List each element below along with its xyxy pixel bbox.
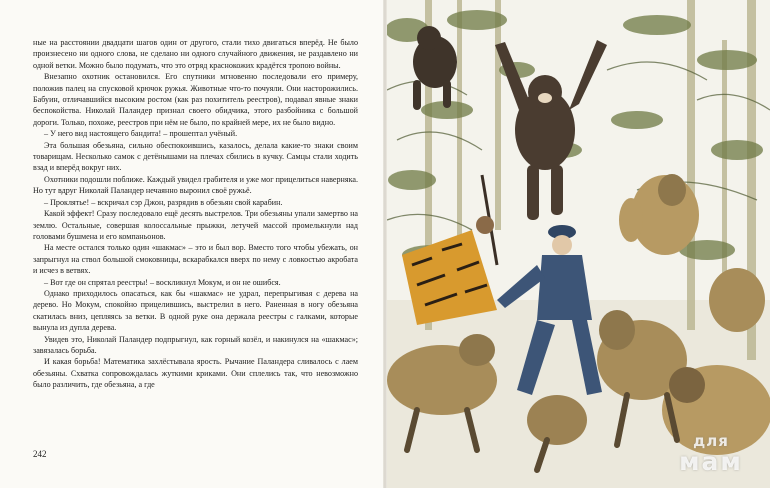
paragraph: И какая борьба! Математика захлёстывала ярость. Рычание Паландера сливалось с лаем обезьяны. Схватка сопровождалась жуткими криками. Они сплелись так, что невозможно было различить, где обезьяна, а где	[33, 357, 358, 390]
paragraph: На месте остался только один «шакмас» – это и был вор. Вместо того чтобы убежать, он запрыгнул на ствол большой смоковницы, вскарабкался вверх по нему с ловкостью акробата и исчез в ветвях.	[33, 243, 358, 276]
paragraph: Эта большая обезьяна, сильно обеспокоившись, казалось, делала какие-то знаки своим товарищам. Несколько самок с детёнышами на плечах сбились в кучку. Самцы стали ходить взад и вперёд вокруг них.	[33, 140, 358, 173]
paragraph: – Вот где он спрятал реестры! – воскликнул Мокум, и он не ошибся.	[44, 277, 281, 287]
paragraph: ные на расстоянии двадцати шагов один от другого, стали тихо двигаться вперёд. Не было произнесено ни одного слова, не сделано ни одного случайного движения, не раздавлено ни одной ветки. Можно было подумать, что это отряд краснокожих крадётся тропою войны.	[33, 38, 358, 70]
right-page	[387, 0, 770, 488]
paragraph: Какой эффект! Сразу последовало ещё десять выстрелов. Три обезьяны упали замертво на землю. Остальные, совершая колоссальные прыжки, летучей массой промелькнули над головами бушмена и его компаньонов.	[33, 209, 358, 241]
watermark	[666, 434, 756, 474]
paragraph: Охотники подошли поближе. Каждый увидел грабителя и уже мог прицелиться наверняка. Но тут вдруг Николай Паландер нечаянно выронил своё ружьё.	[33, 174, 358, 196]
paragraph: – У него вид настоящего бандита! – прошептал учёный.	[44, 129, 238, 139]
paragraph: Однако приходилось опасаться, как бы «шакмас» не удрал, перепрыгивая с дерева на дерево. Но Мокум, спокойно прицелившись, выстрелил в него. Раненная в ногу обезьяна скатилась вниз, цепляясь за ветки. В одной руке она держала реестры с галками, которые вынула из дупла дерева.	[33, 288, 358, 333]
watermark-line-2: мам	[679, 447, 743, 476]
paragraph: – Проклятье! – вскричал сэр Джон, разрядив в обезьян свой карабин.	[44, 197, 283, 207]
body-text	[33, 37, 358, 391]
paragraph: Увидев это, Николай Паландер подпрыгнул, как горный козёл, и накинулся на «шакмас»; завязалась борьба.	[33, 334, 358, 355]
paragraph: Внезапно охотник остановился. Его спутники мгновенно последовали его примеру, положив палец на спусковой крючок ружья. Животные что-то почуяли. Они насторожились. Бабуин, отличавшийся высоким ростом (как раз похититель реестров), подавал явные знаки беспокойства. Николай Паландер признал своего обидчика, этого разбойника с большой дороги. Только, похоже, реестров при нём не было, по крайней мере, их не было видно.	[33, 72, 358, 127]
page-number: 242	[33, 449, 47, 459]
watermark-line-1: для	[693, 432, 729, 450]
illustration	[387, 0, 770, 488]
